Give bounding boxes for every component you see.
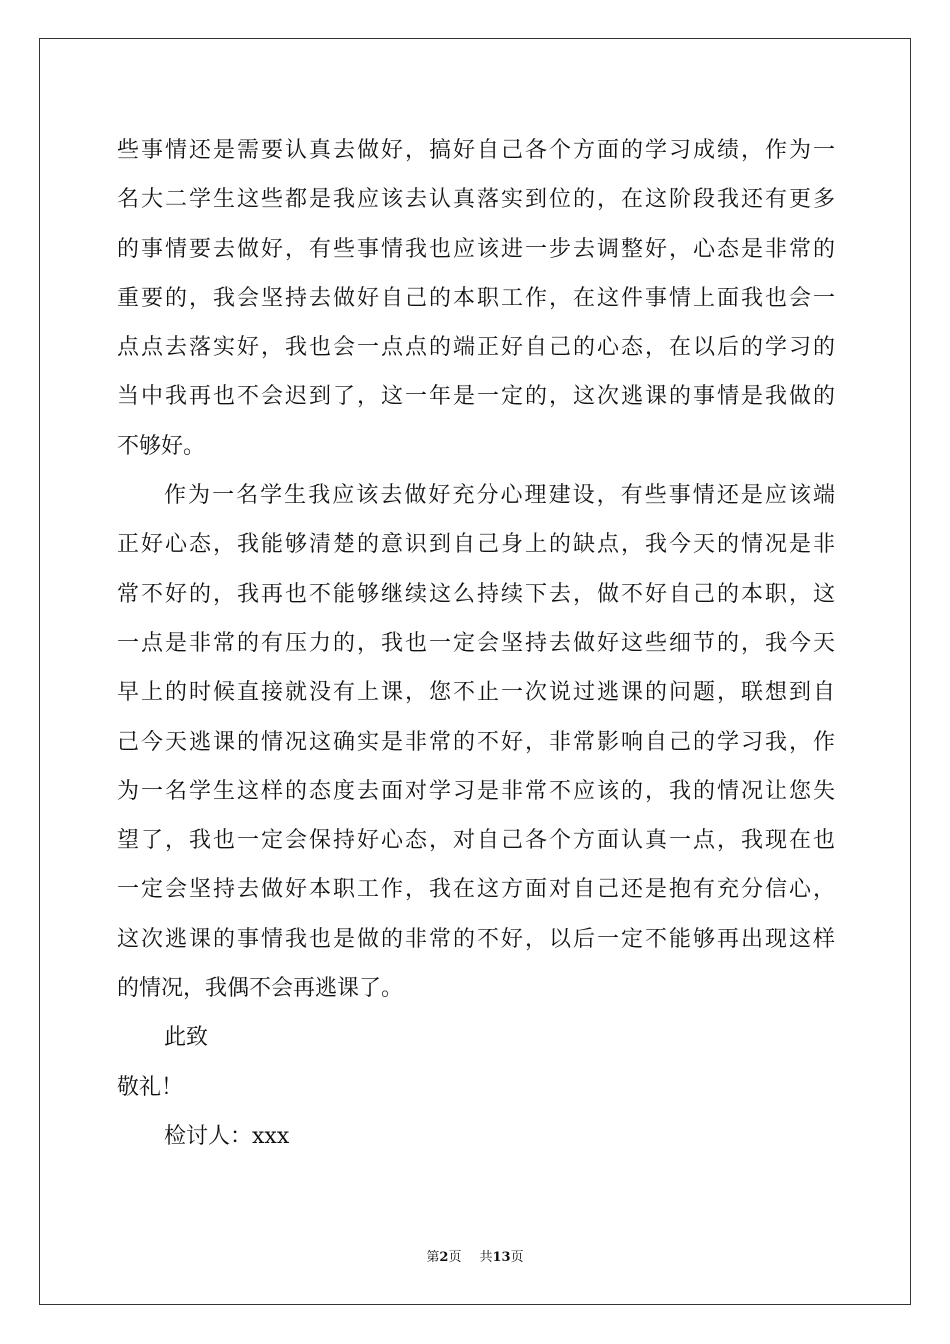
text-line: 一定会坚持去做好本职工作，我在这方面对自己还是抱有充分信心， (117, 877, 835, 903)
text-line: 常不好的，我再也不能够继续这么持续下去，做不好自己的本职，这 (117, 581, 835, 607)
text-line: 点点去落实好，我也会一点点的端正好自己的心态，在以后的学习的 (117, 335, 835, 361)
closing-respect: 敬礼！ (117, 1074, 184, 1100)
text-line: 当中我再也不会迟到了，这一年是一定的，这次逃课的事情是我做的 (117, 384, 835, 410)
text-line: 的情况，我偶不会再逃课了。 (117, 976, 404, 1002)
page-footer (0, 1246, 950, 1265)
total-pages: 13 (492, 1250, 511, 1265)
signature: 检讨人：xxx (164, 1123, 290, 1149)
text-line: 早上的时候直接就没有上课，您不止一次说过逃课的问题，联想到自 (117, 680, 835, 706)
text-line: 名大二学生这些都是我应该去认真落实到位的，在这阶段我还有更多 (117, 187, 835, 213)
text-line: 正好心态，我能够清楚的意识到自己身上的缺点，我今天的情况是非 (117, 532, 835, 558)
total-suffix: 页 (510, 1250, 524, 1265)
page-number: 2 (439, 1250, 449, 1265)
page-prefix: 第 (426, 1250, 440, 1265)
text-line: 望了，我也一定会保持好心态，对自己各个方面认真一点，我现在也 (117, 828, 835, 854)
document-body (117, 126, 835, 1161)
text-line: 作为一名学生我应该去做好充分心理建设，有些事情还是应该端 (164, 483, 835, 509)
text-line: 重要的，我会坚持去做好自己的本职工作，在这件事情上面我也会一 (117, 285, 835, 311)
paragraph-1 (117, 126, 835, 471)
text-line: 这次逃课的事情我也是做的非常的不好，以后一定不能够再出现这样 (117, 926, 835, 952)
text-line: 些事情还是需要认真去做好，搞好自己各个方面的学习成绩，作为一 (117, 138, 835, 163)
text-line: 不够好。 (117, 433, 206, 459)
page-suffix: 页 (448, 1250, 462, 1265)
text-line: 己今天逃课的情况这确实是非常的不好，非常影响自己的学习我，作 (117, 729, 835, 755)
text-line: 的事情要去做好，有些事情我也应该进一步去调整好，心态是非常的 (117, 236, 835, 262)
total-prefix: 共 (479, 1250, 493, 1265)
text-line: 为一名学生这样的态度去面对学习是非常不应该的，我的情况让您失 (117, 778, 835, 804)
text-line: 一点是非常的有压力的，我也一定会坚持去做好这些细节的，我今天 (117, 630, 835, 656)
closing-salutation: 此致 (164, 1025, 209, 1051)
paragraph-2 (117, 471, 835, 1013)
